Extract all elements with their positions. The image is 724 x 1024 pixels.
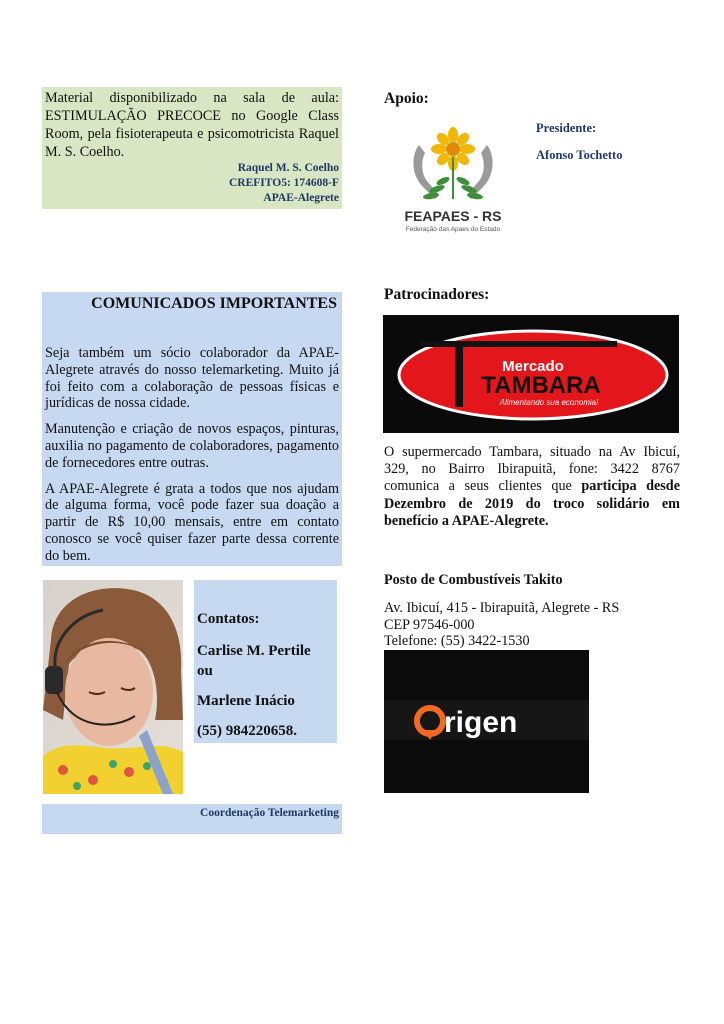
contact-name-carlise: Carlise M. Pertile — [197, 643, 311, 659]
origen-logo-text: rigen — [444, 706, 518, 739]
comunicados-title: COMUNICADOS IMPORTANTES — [91, 295, 337, 312]
tambara-logo-line2: TAMBARA — [481, 372, 601, 399]
contact-name-marlene: Marlene Inácio — [197, 693, 295, 709]
tambara-logo — [383, 315, 679, 433]
origen-logo — [384, 650, 589, 793]
posto-address-cep: CEP 97546-000 — [384, 616, 475, 633]
contacts-heading: Contatos: — [197, 611, 260, 627]
apoio-heading: Apoio: — [384, 90, 429, 107]
material-signature — [229, 161, 339, 206]
signature-org: APAE-Alegrete — [263, 192, 339, 204]
comunicados-paragraph: Manutenção e criação de novos espaços, pinturas, auxilia no pagamento de colaboradores, pagamento de fornecedores entre outras. — [45, 421, 339, 471]
posto-address — [384, 600, 619, 650]
feapaes-logo-subtitle: Federação das Apaes do Estado — [405, 226, 501, 233]
material-info-box — [42, 87, 342, 209]
patrocinadores-heading: Patrocinadores: — [384, 286, 490, 303]
comunicados-paragraph: Seja também um sócio colaborador da APAE-Alegrete através do nosso telemarketing. Muito já foi feito com a colaboração de pessoas físicas e jurídicas de nossa cidade. — [45, 345, 339, 412]
posto-heading: Posto de Combustíveis Takito — [384, 572, 563, 588]
contact-or: ou — [197, 663, 213, 679]
comunicados-paragraph: A APAE-Alegrete é grata a todos que nos ajudam de alguma forma, você pode fazer sua doação a partir de R$ 10,00 mensais, entre em contato conosco se você quiser fazer parte dessa corrente do bem. — [45, 480, 339, 564]
comunicados-box — [42, 292, 342, 566]
contact-phone: (55) 984220658. — [197, 723, 297, 739]
signature-crefito: CREFITO5: 174608-F — [229, 177, 339, 189]
tambara-text-plain: O supermercado Tambara, situado na Av Ibicuí, 329, no Bairro Ibirapuitã, fone: 3422 8767 comunica a seus clientes que — [384, 444, 680, 495]
child-photo — [43, 580, 183, 794]
president-label: Presidente: — [536, 121, 597, 135]
material-text: Material disponibilizado na sala de aula: ESTIMULAÇÃO PRECOCE no Google Class Room, pela fisioterapeuta e psicomotricista Raquel M. S. Coelho. — [45, 90, 339, 160]
posto-address-street: Av. Ibicuí, 415 - Ibirapuitã, Alegrete - RS — [384, 600, 620, 616]
feapaes-logo-name: FEAPAES - RS — [404, 208, 502, 224]
signature-name: Raquel M. S. Coelho — [237, 162, 339, 174]
tambara-logo-line1: Mercado — [502, 358, 564, 375]
tambara-description — [384, 444, 680, 530]
feapaes-logo — [389, 125, 517, 233]
tambara-text-bold: participa desde Dezembro de 2019 do troco solidário em benefício a APAE-Alegrete. — [384, 478, 680, 529]
president-name: Afonso Tochetto — [536, 148, 623, 162]
coordenacao-box: Coordenação Telemarketing — [42, 804, 342, 834]
tambara-logo-slogan: Alimentando sua economia! — [499, 398, 599, 407]
contacts-box — [194, 580, 337, 743]
posto-address-phone: Telefone: (55) 3422-1530 — [384, 633, 530, 649]
